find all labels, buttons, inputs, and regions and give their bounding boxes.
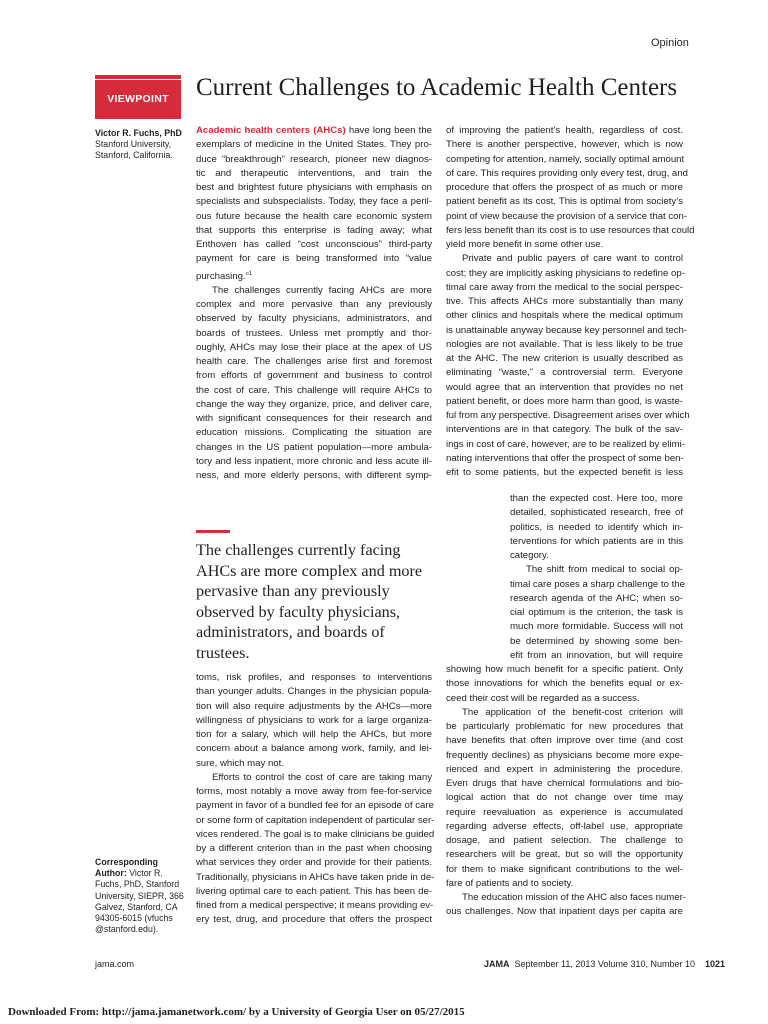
text-line: nating interventions that offer the prospect of some ben- <box>446 452 684 464</box>
text-line: boards of trustees. Unless met promptly and thor- <box>196 327 432 339</box>
text-line: health care. The challenges arise first and foremost <box>196 356 432 368</box>
text-line: fare of patients and to society. <box>446 877 574 889</box>
article-title: Current Challenges to Academic Health Centers <box>196 74 678 101</box>
text-line: timal care poses a sharp challenge to the <box>510 578 685 590</box>
text-line: those innovations for which the benefits equal or ex- <box>446 678 683 690</box>
author-affiliation-1: Stanford University, <box>95 139 172 149</box>
text-line: change the way they organize, price, and deliver care, <box>196 398 432 410</box>
column-1-top <box>196 124 432 483</box>
text-line: purchasing.”$^1$ <box>196 270 253 282</box>
corresponding-label-2: Author: <box>95 868 127 879</box>
text-line: ness, and more elderly persons, with different symp- <box>196 470 432 482</box>
corresponding-label-1: Corresponding <box>95 857 159 867</box>
text-line: rienced and expert in administering the procedure. <box>446 763 683 775</box>
text-line: patient benefit as its cost. This is optimal from society’s <box>446 196 683 208</box>
text-line: payment in favor of a bundled fee for an episode of care <box>196 800 434 812</box>
text-line: vices rendered. The goal is to make clinicians be guided <box>196 828 435 840</box>
text-line: specialists and subspecialists. Today, they face a peril- <box>196 196 432 208</box>
footer-site: jama.com <box>95 959 135 969</box>
text-line: politics, is needed to identify which in- <box>510 521 683 533</box>
text-line: ceed their cost will be regarded as a success. <box>446 692 640 704</box>
text-line: category. <box>510 550 549 561</box>
reference-superscript: 1 <box>248 270 253 277</box>
text-line: willingness of physicians to work for a large organiza- <box>196 714 432 726</box>
viewpoint-badge-label: VIEWPOINT <box>107 93 169 105</box>
text-line: showing how much benefit for a specific patient. Only <box>446 664 683 675</box>
text-line: The application of the benefit-cost criterion will <box>462 706 683 718</box>
text-line: The challenges currently facing AHCs are more <box>212 284 432 296</box>
lead-in-term: Academic health centers (AHCs) <box>196 125 346 136</box>
text-line: procedure that offers the prospect of as much or more <box>446 182 683 193</box>
text-line: competing for attention, namely, socially optimal amount <box>446 153 685 165</box>
corresponding-text-4: Galvez, Stanford, CA <box>95 901 178 912</box>
text-line: be determined by showing some ben- <box>510 635 683 647</box>
pull-quote-rule <box>196 530 230 533</box>
text-line: terventions for which patients are in this <box>510 535 683 547</box>
author-name: Victor R. Fuchs, PhD <box>95 128 182 138</box>
text-line: dosage, and patient selection. The challenge to <box>446 835 683 846</box>
badge-top-rule <box>95 75 181 79</box>
text-line: fined from a medical perspective; it means providing ev- <box>196 900 434 911</box>
text-line: livering optimal care to each patient. This has been de- <box>196 885 432 897</box>
text-line: than the expected cost. Here too, more <box>510 493 683 504</box>
text-line: than younger adults. Changes in the physician popula- <box>196 686 432 698</box>
text-line: research agenda of the AHC; when so- <box>510 592 683 604</box>
text-line: tive. This affects AHCs more substantially than many <box>446 296 683 307</box>
text-line: at the AHC. The new criterion is usually described as <box>446 353 683 364</box>
text-line: observed by faculty physicians, administrators, and <box>196 313 432 325</box>
text-line: Traditionally, physicians in AHCs have taken pride in de- <box>196 871 435 883</box>
column-2-narrow <box>510 492 683 663</box>
text-line: The shift from medical to social op- <box>526 564 683 576</box>
text-line: Enthoven has called “cost unconscious” third-party <box>196 239 432 250</box>
text-line: The education mission of the AHC also faces numer- <box>462 892 686 903</box>
text-line: point of view because the provision of a service that con- <box>446 210 688 222</box>
text-line: efit from an innovation, but will require <box>510 649 683 661</box>
text-line: of improving the patient’s health, regardless of cost. <box>446 125 683 136</box>
text-line: from efforts of government and business to control <box>196 370 432 382</box>
text-line: or some form of capitation independent of particular ser- <box>196 814 435 826</box>
text-line: by a different criterion than in the past when choosing <box>196 843 432 854</box>
text-line: the cost of care. This challenge will require AHCs to <box>196 384 432 396</box>
text-line: patient benefit, or does more harm than good, is waste- <box>446 395 683 407</box>
corresponding-text-1: Victor R. <box>126 868 163 879</box>
text-line: cost; they are implicitly asking physicians to redefine op- <box>446 267 685 279</box>
footer-citation <box>484 959 725 969</box>
text-line: tic and therapeutic interventions, and train the <box>196 167 432 179</box>
text-line: fers less benefit than its cost is to use resources that could <box>446 224 695 236</box>
text-line: payment for care is being transformed into “value <box>196 253 432 265</box>
text-line: exemplars of medicine in the United States. They pro- <box>196 139 432 151</box>
footer-date-issue: September 11, 2013 Volume 310, Number 10 <box>514 959 695 969</box>
text-line: logical action that do not change over time may <box>446 792 683 804</box>
text-line: forms, most notably a move away from fee-for-service <box>196 786 432 797</box>
download-notice: Downloaded From: http://jama.jamanetwork.com/ by a University of Georgia User on 05/27/2015 <box>8 1006 465 1018</box>
text-line: what services they order and provide for their patients. <box>196 857 432 869</box>
text-line: of care. This requires providing only every test, drug, and <box>446 167 688 179</box>
text-line: be particularly problematic for new procedures that <box>446 721 683 732</box>
corresponding-text-6: @stanford.edu). <box>95 924 159 935</box>
text-line: concern about a balance among work, family, and lei- <box>196 743 432 755</box>
pull-quote: The challenges currently facing AHCs are more complex and more pervasive than any previously observed by faculty physicians, administrators, and boards of trustees. <box>196 541 423 662</box>
text-line: tion will also require adjustments by the AHCs—more <box>196 700 432 712</box>
text-line: There is another perspective, however, which is now <box>446 139 683 151</box>
text-line: with significant consequences for their research and <box>196 413 432 425</box>
text-line: efit to some patients, but the expected benefit is less <box>446 467 683 478</box>
column-2-bottom <box>446 663 686 920</box>
text-line: ings in cost of care, however, are to be realized by elimi- <box>446 438 685 450</box>
corresponding-text-2: Fuchs, PhD, Stanford <box>95 879 180 890</box>
author-affiliation-2: Stanford, California. <box>95 150 173 160</box>
text-line: for them to make significant contributions to the wel- <box>446 863 683 875</box>
text-line: require reevaluation as experience is accumulated <box>446 806 683 818</box>
text-line: complex and more pervasive than any previously <box>196 299 432 311</box>
text-line: Efforts to control the cost of care are taking many <box>212 771 432 783</box>
text-line: ous challenges. Now that inpatient days per capita are <box>446 906 683 918</box>
text-line: that supports this enterprise is fading away; what <box>196 224 432 236</box>
text-line: other clinics and hospitals where the medical optimum <box>446 310 683 322</box>
text-line: eliminating “waste,” a controversial term. Everyone <box>446 367 683 379</box>
text-line: detailed, sophisticated research, free of <box>510 507 683 519</box>
text-line: sure, which may not. <box>196 757 284 769</box>
text-line: tory and less inpatient, more chronic and less acute ill- <box>196 455 432 467</box>
text-line: interventions are in that category. The bulk of the sav- <box>446 424 683 436</box>
text-line: oughly, AHCs may lose their place at the apex of US <box>196 341 432 353</box>
column-2-top <box>446 124 695 480</box>
text-line: ful from any perspective. Disagreement arises over which <box>446 410 690 421</box>
viewpoint-badge <box>95 80 181 119</box>
text-line: much more formidable. Success will not <box>510 621 683 633</box>
text-line: cial optimum is the criterion, the task is <box>510 607 683 618</box>
corresponding-text-5: 94305-6015 (vfuchs <box>95 913 173 924</box>
text-line: changes in the US patient population—more ambula- <box>196 441 432 453</box>
text-line: frequently declines) as physicians become more expe- <box>446 749 683 761</box>
column-1-bottom <box>196 671 435 928</box>
text-line: have benefits that often improve over time (and cost <box>446 735 683 747</box>
author-block <box>95 128 185 161</box>
text-line: nologies are not available. That is less likely to be true <box>446 338 683 350</box>
footer-journal: JAMA <box>484 959 510 969</box>
text-line: duce “breakthrough” research, pioneer new diagnos- <box>196 153 432 165</box>
text-line: Private and public payers of care want to control <box>462 253 683 265</box>
text-line: ery test, drug, and procedure that offers the prospect <box>196 914 432 926</box>
corresponding-author <box>95 857 185 935</box>
text-line: would agree that an intervention that provides no net <box>446 381 683 393</box>
text-line: regarding adverse effects, off-label use, appropriate <box>446 820 683 832</box>
text-line: Even drugs that have chemical formulations and bio- <box>446 778 683 789</box>
text-line: best and brightest future physicians with emphasis on <box>196 182 432 193</box>
corresponding-text-3: University, SIEPR, 366 <box>95 890 184 901</box>
text-line: yield more benefit in some other use. <box>446 239 604 250</box>
section-label: Opinion <box>651 37 689 49</box>
text-line: toms, risk profiles, and responses to interventions <box>196 672 432 683</box>
footer-page-number: 1021 <box>705 959 726 969</box>
text-line <box>196 124 432 138</box>
lead-line-text: have long been the <box>345 125 432 136</box>
text-line: ous future because the health care economic system <box>196 210 432 222</box>
text-line: tion for a salary, which will help the AHCs, but more <box>196 729 432 740</box>
text-line: is unattainable anyway because key personnel and tech- <box>446 324 688 336</box>
text-line: education missions. Complicating the situation are <box>196 427 432 439</box>
text-line: researchers will be great, but so will the opportunity <box>446 849 683 861</box>
text-line: timal care away from the medical to the social perspec- <box>446 281 683 293</box>
